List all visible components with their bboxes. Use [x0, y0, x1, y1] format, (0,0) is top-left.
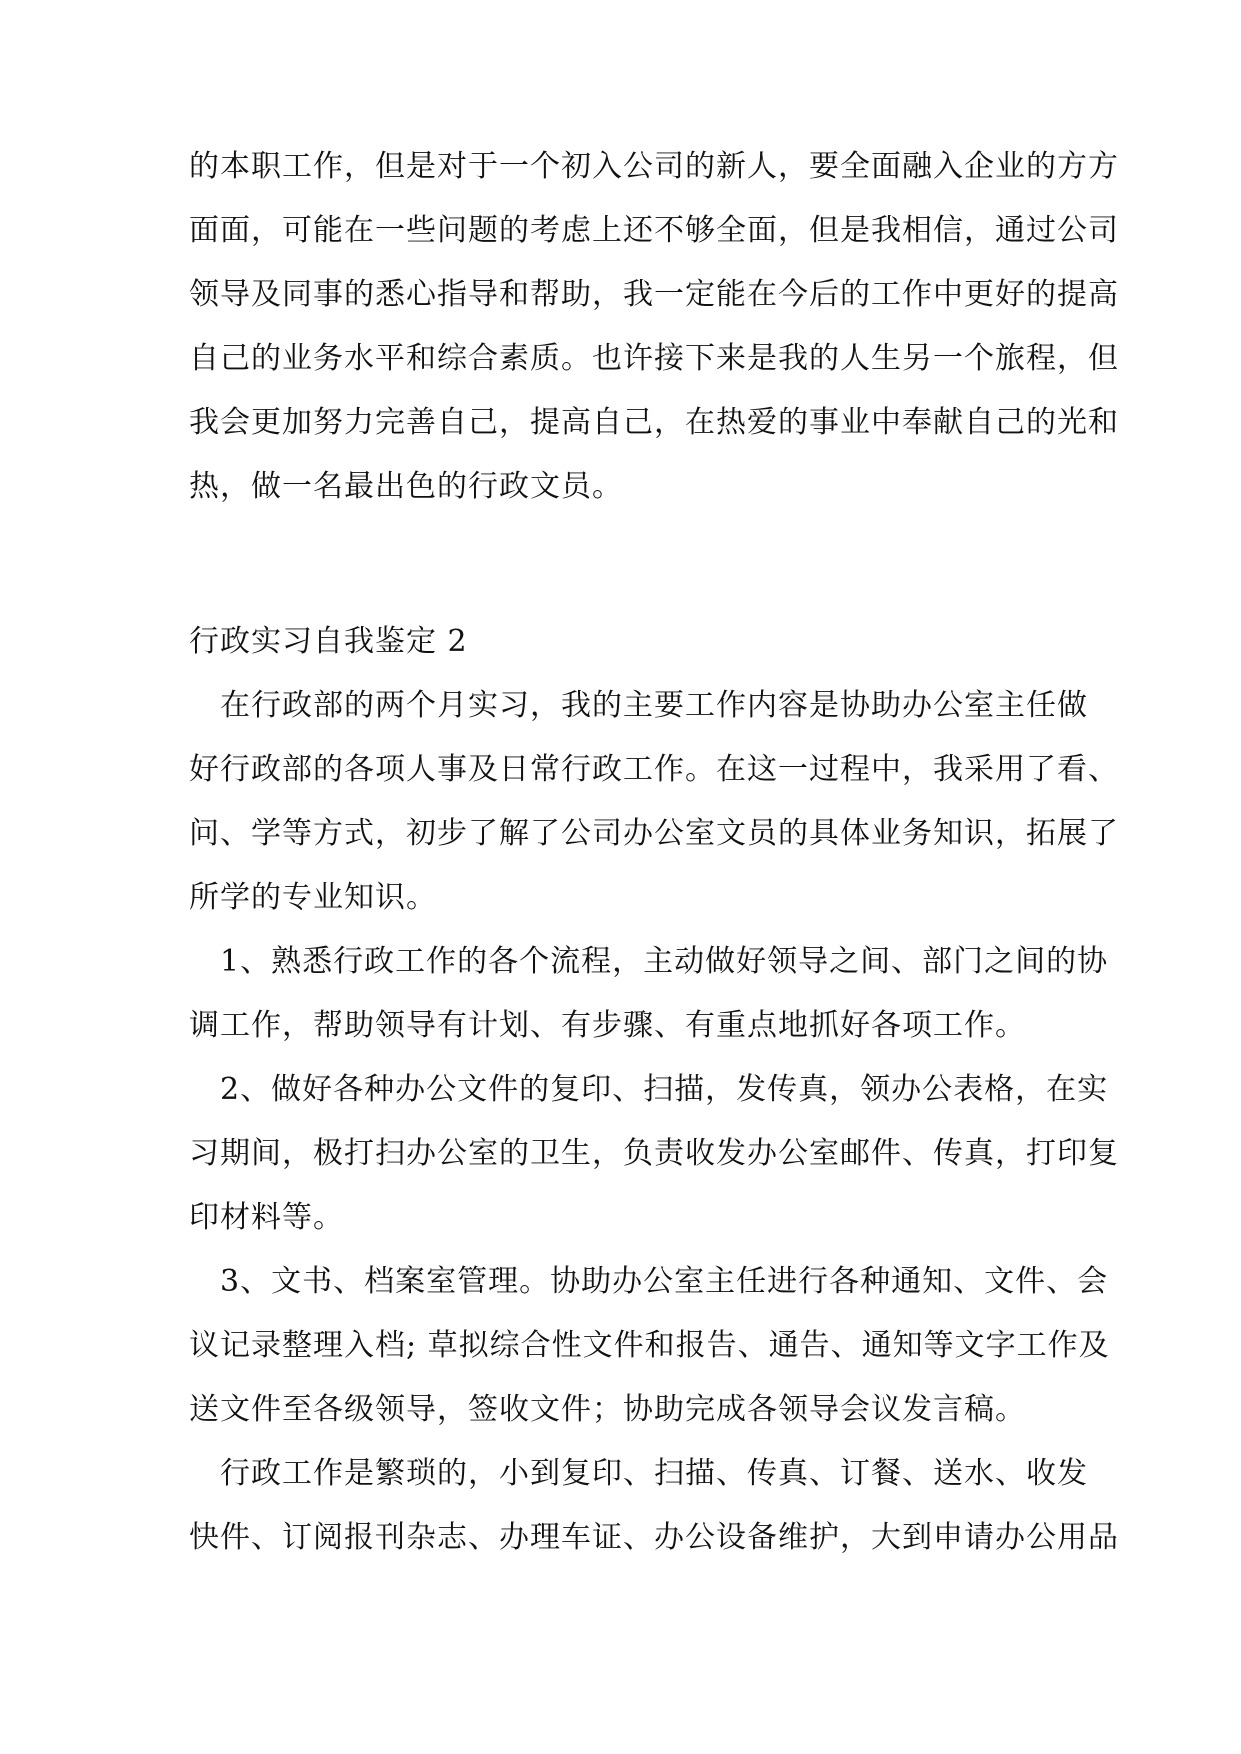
text-line: 调工作，帮助领导有计划、有步骤、有重点地抓好各项工作。	[189, 1008, 1026, 1043]
text-line: 2、做好各种办公文件的复印、扫描，发传真，领办公表格，在实	[189, 1072, 1109, 1107]
text-line: 1、熟悉行政工作的各个流程，主动做好领导之间、部门之间的协	[189, 944, 1109, 979]
text-line: 行政工作是繁琐的，小到复印、扫描、传真、订餐、送水、收发	[189, 1456, 1088, 1491]
text-line: 所学的专业知识。	[189, 880, 437, 915]
paragraph-1	[189, 674, 1119, 930]
text-line: 在行政部的两个月实习，我的主要工作内容是协助办公室主任做	[189, 688, 1088, 723]
paragraph-intro	[189, 135, 1119, 519]
text-line: 好行政部的各项人事及日常行政工作。在这一过程中，我采用了看、	[189, 752, 1119, 787]
paragraph-3	[189, 1058, 1119, 1250]
text-line: 领导及同事的悉心指导和帮助，我一定能在今后的工作中更好的提高	[189, 277, 1119, 312]
text-line: 问、学等方式，初步了解了公司办公室文员的具体业务知识，拓展了	[189, 816, 1119, 851]
section-heading: 行政实习自我鉴定 2	[189, 624, 468, 659]
text-line: 3、文书、档案室管理。协助办公室主任进行各种通知、文件、会	[189, 1264, 1109, 1299]
text-line: 议记录整理入档; 草拟综合性文件和报告、通告、通知等文字工作及	[189, 1328, 1110, 1363]
text-line: 习期间，极打扫办公室的卫生，负责收发办公室邮件、传真，打印复	[189, 1136, 1119, 1171]
text-line: 的本职工作，但是对于一个初入公司的新人，要全面融入企业的方方	[189, 149, 1119, 184]
paragraph-4	[189, 1250, 1110, 1442]
text-line: 我会更加努力完善自己，提高自己，在热爱的事业中奉献自己的光和	[189, 405, 1119, 440]
text-line: 送文件至各级领导，签收文件；协助完成各领导会议发言稿。	[189, 1392, 1026, 1427]
text-line: 印材料等。	[189, 1200, 344, 1235]
paragraph-5	[189, 1442, 1119, 1570]
text-line: 自己的业务水平和综合素质。也许接下来是我的人生另一个旅程，但	[189, 341, 1119, 376]
text-line: 快件、订阅报刊杂志、办理车证、办公设备维护，大到申请办公用品	[189, 1520, 1119, 1555]
paragraph-2	[189, 930, 1109, 1058]
text-line: 热，做一名最出色的行政文员。	[189, 469, 623, 504]
text-line: 面面，可能在一些问题的考虑上还不够全面，但是我相信，通过公司	[189, 213, 1119, 248]
